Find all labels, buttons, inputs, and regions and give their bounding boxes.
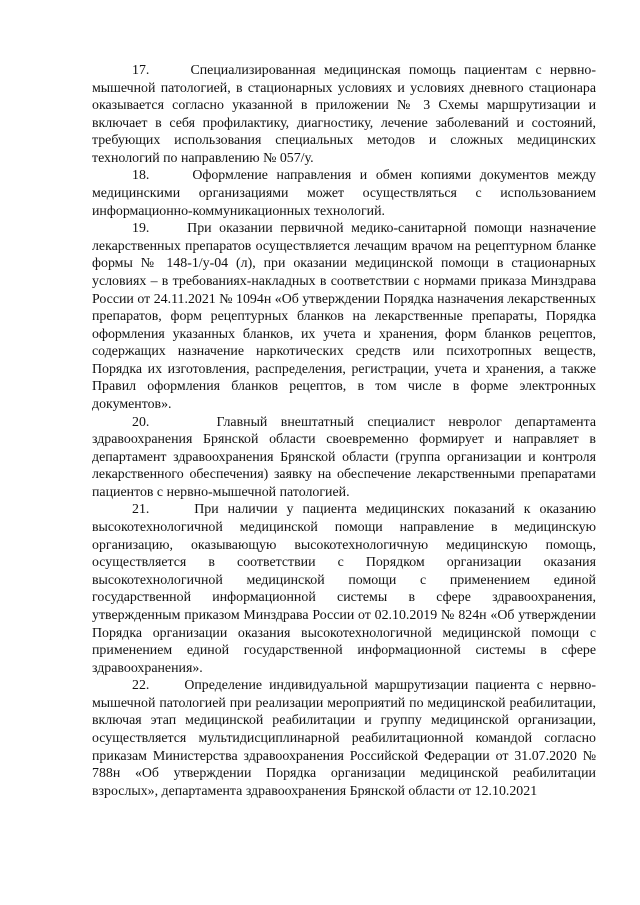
paragraph-number: 20. <box>132 414 150 430</box>
paragraph-text: Главный внештатный специалист невролог департамента здравоохранения Брянской области своевременно формирует и направляет в департамент здравоохранения Брянской области (группа организации и контроля лекарственного обеспечения) заявку на обеспечение лекарственными препаратами пациентов с нервно-мышечной патологией. <box>92 414 596 500</box>
paragraph-number: 19. <box>132 221 150 237</box>
document-body <box>92 62 596 800</box>
paragraph-number: 22. <box>132 678 150 694</box>
paragraph-21 <box>92 501 596 677</box>
paragraph-18 <box>92 167 596 220</box>
paragraph-text: Определение индивидуальной маршрутизации пациента с нервно-мышечной патологией при реализации мероприятий по медицинской реабилитации, включая этап медицинской реабилитации и группу медицинской организации, осуществляется мультидисциплинарной реабилитационной командой согласно приказам Министерства здравоохранения Российской Федерации от 31.07.2020 № 788н «Об утверждении Порядка организации медицинской реабилитации взрослых», департамента здравоохранения Брянской области от 12.10.2021 <box>92 678 596 799</box>
paragraph-text: Специализированная медицинская помощь пациентам с нервно-мышечной патологией, в стационарных условиях и условиях дневного стационара оказывается согласно указанной в приложении № 3 Схемы маршрутизации и включает в себя профилактику, диагностику, лечение заболеваний и состояний, требующих использования специальных методов и сложных медицинских технологий по направлению № 057/у. <box>92 63 596 166</box>
paragraph-text: Оформление направления и обмен копиями документов между медицинскими организациями может осуществляться с использованием информационно-коммуникационных технологий. <box>92 168 596 219</box>
paragraph-number: 21. <box>132 502 150 518</box>
paragraph-22 <box>92 677 596 800</box>
paragraph-text: При наличии у пациента медицинских показаний к оказанию высокотехнологичной медицинской помощи направление в медицинскую организацию, оказывающую высокотехнологичную медицинскую помощь, осуществляется в соответствии с Порядком организации оказания высокотехнологичной медицинской помощи с применением единой государственной информационной системы в сфере здравоохранения, утвержденным приказом Минздрава России от 02.10.2019 № 824н «Об утверждении Порядка организации оказания высокотехнологичной медицинской помощи с применением единой государственной информационной системы в сфере здравоохранения». <box>92 502 596 676</box>
paragraph-number: 18. <box>132 168 150 184</box>
paragraph-text: При оказании первичной медико-санитарной помощи назначение лекарственных препаратов осуществляется лечащим врачом на рецептурном бланке формы № 148-1/у-04 (л), при оказании медицинской помощи в стационарных условиях – в требованиях-накладных в соответствии с нормами приказа Минздрава России от 24.11.2021 № 1094н «Об утверждении Порядка назначения лекарственных препаратов, форм рецептурных бланков на лекарственные препараты, Порядка оформления указанных бланков, их учета и хранения, форм бланков рецептов, содержащих назначение наркотических средств или психотропных веществ, Порядка их изготовления, распределения, регистрации, учета и хранения, а также Правил оформления бланков рецептов, в том числе в форме электронных документов». <box>92 221 596 412</box>
paragraph-20 <box>92 414 596 502</box>
paragraph-19 <box>92 220 596 413</box>
paragraph-17 <box>92 62 596 167</box>
paragraph-number: 17. <box>132 63 150 78</box>
